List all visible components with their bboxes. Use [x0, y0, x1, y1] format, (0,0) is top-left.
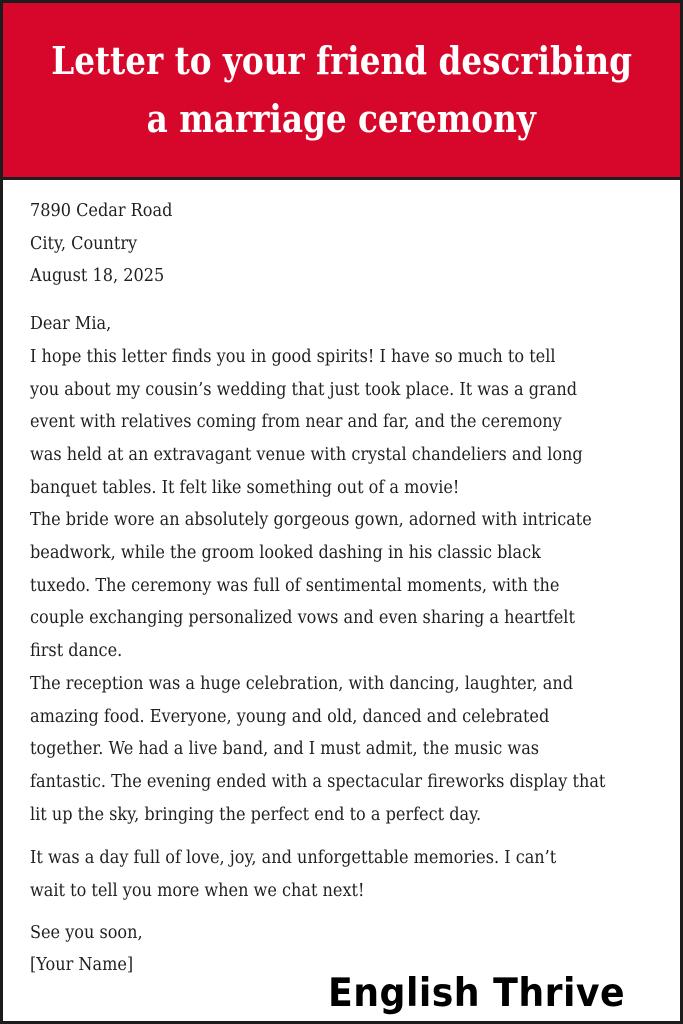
paragraph-line: I hope this letter finds you in good spirits! I have so much to tell	[30, 346, 556, 367]
paragraph-line: banquet tables. It felt like something out of a movie!	[30, 477, 460, 498]
paragraph-line: couple exchanging personalized vows and even sharing a heartfelt	[30, 608, 575, 629]
closing-spacer	[30, 908, 670, 917]
paragraph-line: tuxedo. The ceremony was full of sentimental moments, with the	[30, 575, 560, 596]
paragraph-spacer	[30, 831, 670, 842]
salutation: Dear Mia,	[30, 314, 112, 335]
paragraph-line: fantastic. The evening ended with a spectacular fireworks display that	[30, 771, 606, 792]
paragraph-line: beadwork, while the groom looked dashing in his classic black	[30, 543, 541, 564]
paragraph-line: wait to tell you more when we chat next!	[30, 881, 365, 902]
paragraph-2	[30, 504, 670, 668]
sender-address	[30, 195, 670, 293]
paragraph-line: was held at an extravagant venue with crystal chandeliers and long	[30, 444, 583, 465]
paragraph-line: It was a day full of love, joy, and unforgettable memories. I can’t	[30, 848, 557, 869]
paragraph-3	[30, 668, 670, 832]
paragraph-line: The bride wore an absolutely gorgeous gown, adorned with intricate	[30, 510, 592, 531]
paragraph-1	[30, 341, 670, 505]
paragraph-4	[30, 842, 670, 907]
paragraph-line: event with relatives coming from near and far, and the ceremony	[30, 412, 562, 433]
letter-body	[30, 195, 670, 982]
page-title-line-1: Letter to your friend describing	[51, 38, 632, 83]
paragraph-line: amazing food. Everyone, young and old, danced and celebrated	[30, 706, 550, 727]
title-banner	[3, 3, 680, 180]
signature: [Your Name]	[30, 955, 134, 976]
brand-watermark: English Thrive	[328, 971, 626, 1016]
paragraph-line: you about my cousin’s wedding that just took place. It was a grand	[30, 379, 578, 400]
address-city-country: City, Country	[30, 233, 138, 254]
paragraph-line: lit up the sky, bringing the perfect end to a perfect day.	[30, 804, 482, 825]
address-street: 7890 Cedar Road	[30, 201, 173, 221]
page-title-line-2: a marriage ceremony	[146, 96, 537, 141]
paragraph-line: together. We had a live band, and I must admit, the music was	[30, 739, 540, 760]
paragraph-line: first dance.	[30, 641, 123, 662]
letter-date: August 18, 2025	[30, 266, 165, 287]
paragraph-line: The reception was a huge celebration, with dancing, laughter, and	[30, 673, 574, 694]
closing: See you soon,	[30, 922, 143, 943]
